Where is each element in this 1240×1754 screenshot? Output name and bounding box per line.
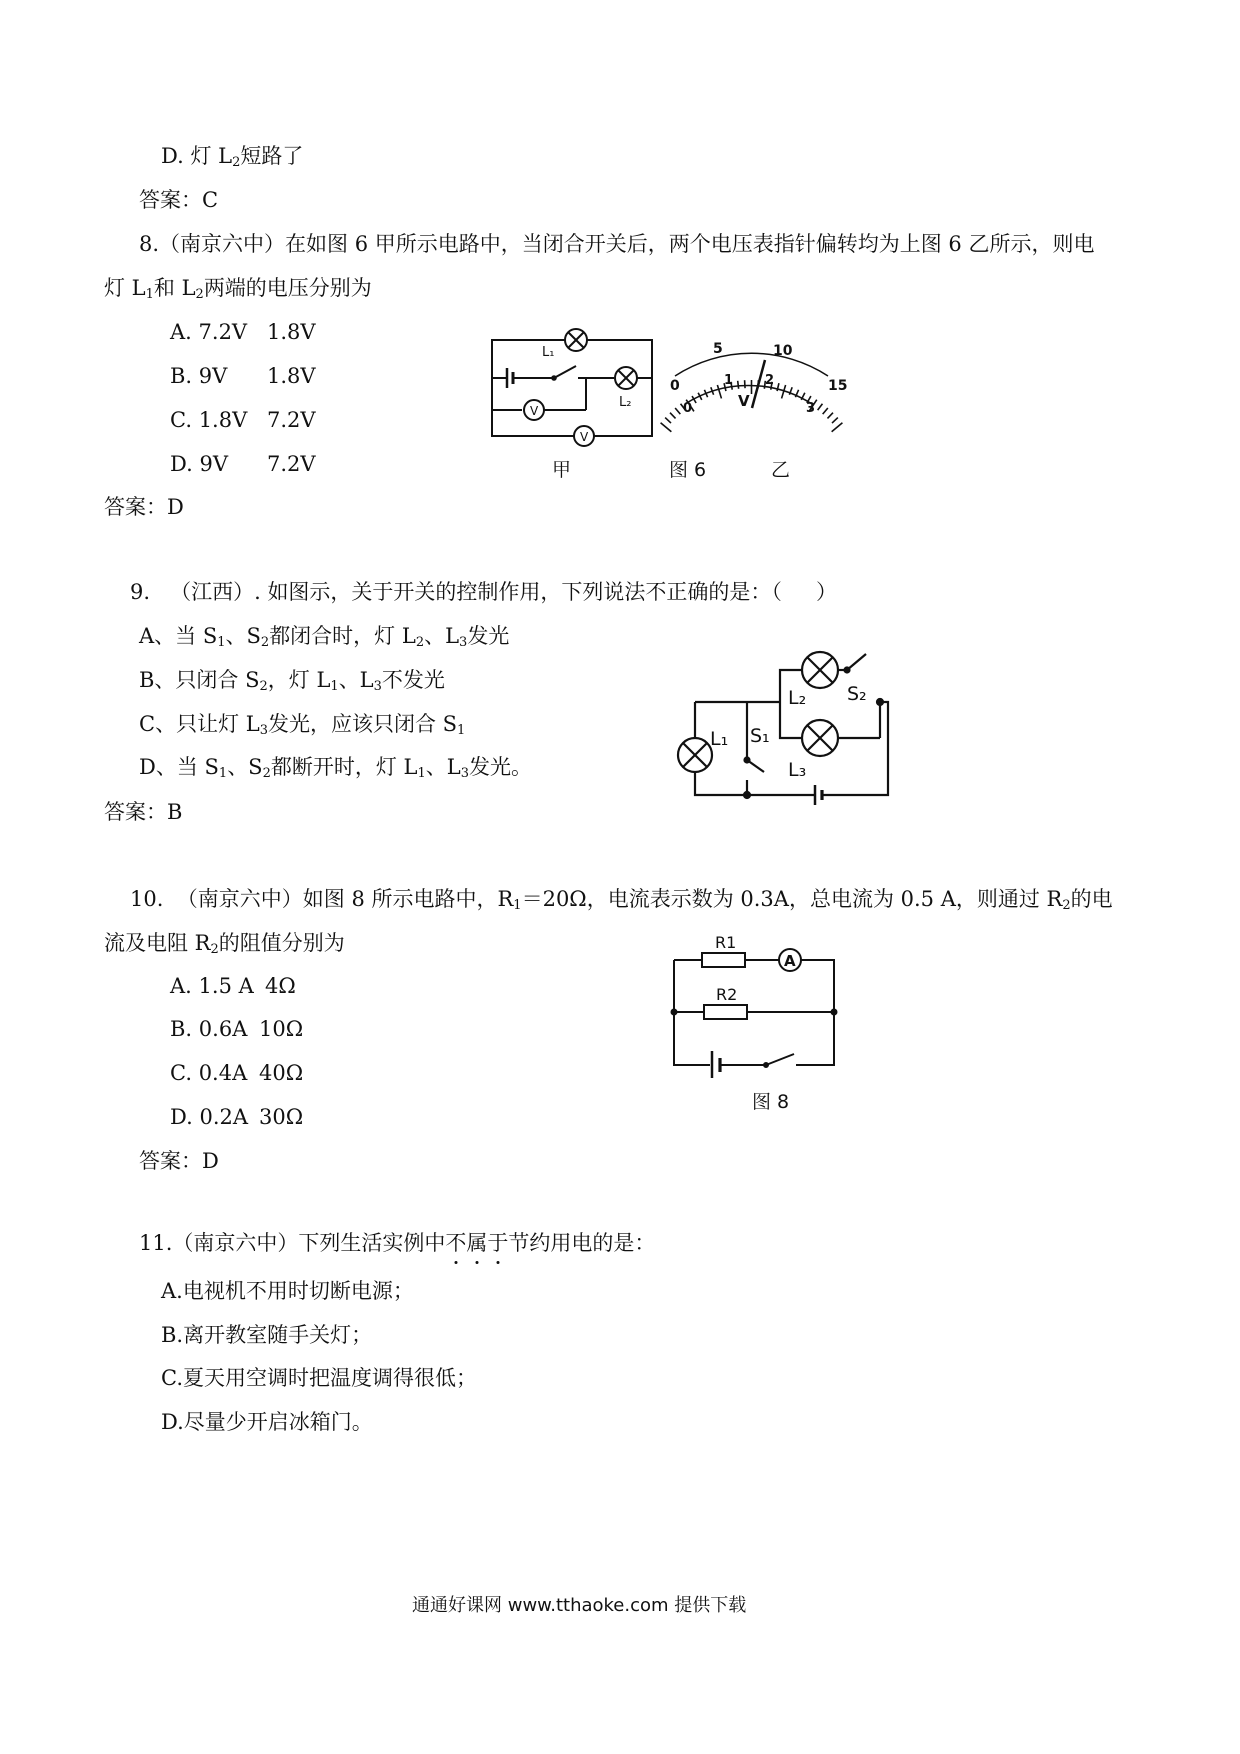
q8-option-d: D. 9V	[170, 452, 228, 476]
q8-option-c: C. 1.8V	[170, 408, 248, 432]
q10-option-c: C. 0.4A	[170, 1061, 248, 1085]
meter-scale-top-5: 5	[713, 341, 723, 357]
fig6-l2-label: L₂	[619, 395, 632, 410]
q9-fig-s1-label: S₁	[750, 725, 770, 747]
fig6-caption-center: 图 6	[669, 459, 707, 481]
meter-scale-bottom-3: 3	[806, 401, 816, 416]
q10-option-c-v2: 40Ω	[259, 1061, 304, 1085]
figure-8	[660, 928, 860, 1118]
fig8-r2-label: R2	[716, 985, 738, 1004]
figure-q9-circuit	[670, 640, 910, 820]
q9-option-b: B、只闭合 $S_2$，灯 $L_1$、$L_3$不发光	[139, 668, 445, 694]
meter-scale-bottom-0: 0	[683, 401, 693, 416]
q10-option-b: B. 0.6A	[170, 1017, 248, 1041]
q11-option-a: A.电视机不用时切断电源；	[161, 1279, 414, 1303]
fig6-l1-label: L₁	[542, 345, 555, 360]
q7-answer: 答案：C	[139, 188, 219, 212]
q11-option-d: D.尽量少开启冰箱门。	[161, 1410, 373, 1434]
q8-option-d-v2: 7.2V	[267, 452, 316, 476]
q10-stem-line2: 流及电阻 $R_2$的阻值分别为	[104, 931, 345, 957]
q9-stem-close: ）	[816, 580, 837, 604]
q10-option-d: D. 0.2A	[170, 1105, 249, 1129]
q9-option-c: C、只让灯 $L_3$发光，应该只闭合 $S_1$	[139, 712, 466, 738]
meter-tick	[832, 423, 843, 432]
meter-v-label: V	[738, 392, 750, 410]
meter-tick	[665, 418, 671, 423]
fig6-caption-right: 乙	[771, 459, 791, 481]
meter-scale-top-15: 15	[828, 378, 848, 394]
q9-fig-l3-label: L₃	[788, 759, 807, 781]
q9-fig-l1-label: L₁	[710, 728, 729, 750]
fig8-r1-label: R1	[715, 933, 737, 952]
q9-fig-l2-label: L₂	[788, 687, 807, 709]
meter-scale-bottom-1: 1	[724, 373, 734, 388]
fig6-voltmeter1-label: V	[530, 404, 539, 418]
q11-emph-3: 于	[487, 1231, 509, 1255]
meter-tick	[823, 408, 828, 414]
q10-stem-line1: 10. （南京六中）如图 8 所示电路中，$R_1=20\Omega$，电流表示数为 0.3A，总电流为 0.5 A，则通过 $R_2$的电	[130, 887, 1113, 913]
q8-stem-line1: 8.（南京六中）在如图 6 甲所示电路中，当闭合开关后，两个电压表指针偏转均为上图 6 乙所示，则电	[139, 232, 1095, 256]
fig8-ammeter-label: A	[784, 952, 796, 970]
q11-emph-1: 不	[445, 1231, 467, 1255]
fig6-caption-left: 甲	[552, 459, 572, 481]
meter-tick	[717, 385, 721, 398]
meter-tick	[675, 408, 680, 414]
q8-option-a-v2: 1.8V	[267, 320, 316, 344]
q11-stem: 11.（南京六中）下列生活实例中不属于节约用电的是：	[139, 1231, 656, 1255]
meter-tick	[670, 413, 676, 419]
q11-option-b: B.离开教室随手关灯；	[161, 1323, 373, 1347]
q11-option-c: C.夏天用空调时把温度调得很低；	[161, 1366, 477, 1390]
q10-option-d-v2: 30Ω	[259, 1105, 304, 1129]
q9-option-a: A、当 $S_1$、$S_2$都闭合时，灯 $L_2$、$L_3$发光	[139, 624, 510, 650]
q10-option-b-v2: 10Ω	[259, 1017, 304, 1041]
q9-stem: 9. （江西）. 如图示，关于开关的控制作用，下列说法不正确的是：（	[130, 580, 782, 604]
meter-tick	[827, 413, 833, 419]
q9-answer: 答案：B	[104, 800, 183, 824]
meter-scale-top-10: 10	[773, 343, 793, 359]
meter-tick	[738, 381, 739, 389]
q7-option-d: D. 灯 $L_2$短路了	[161, 144, 304, 170]
q10-option-a-v2: 4Ω	[265, 974, 296, 998]
meter-scale-top-0: 0	[670, 378, 680, 394]
meter-tick	[832, 418, 838, 423]
meter-tick	[661, 423, 672, 432]
q8-answer: 答案：D	[104, 495, 184, 519]
q9-option-d: D、当 $S_1$、$S_2$都断开时，灯 $L_1$、$L_3$发光。	[139, 755, 532, 781]
q8-option-c-v2: 7.2V	[267, 408, 316, 432]
q8-option-b: B. 9V	[170, 364, 228, 388]
q8-option-b-v2: 1.8V	[267, 364, 316, 388]
page-footer: 通通好课网 www.tthaoke.com 提供下载	[412, 1595, 747, 1616]
meter-tick	[818, 404, 823, 410]
q11-emph-2: 属	[466, 1231, 488, 1255]
fig8-caption: 图 8	[752, 1091, 790, 1113]
fig6-voltmeter2-label: V	[580, 430, 589, 444]
q10-option-a: A. 1.5 A	[170, 974, 254, 998]
meter-scale-bottom-2: 2	[765, 373, 775, 388]
q9-fig-s2-label: S₂	[847, 683, 867, 705]
q8-stem-line2: 灯 $L_1$和 $L_2$两端的电压分别为	[104, 276, 372, 302]
figure-6	[480, 318, 870, 488]
q10-answer: 答案：D	[139, 1149, 219, 1173]
q8-option-a: A. 7.2V	[170, 320, 248, 344]
